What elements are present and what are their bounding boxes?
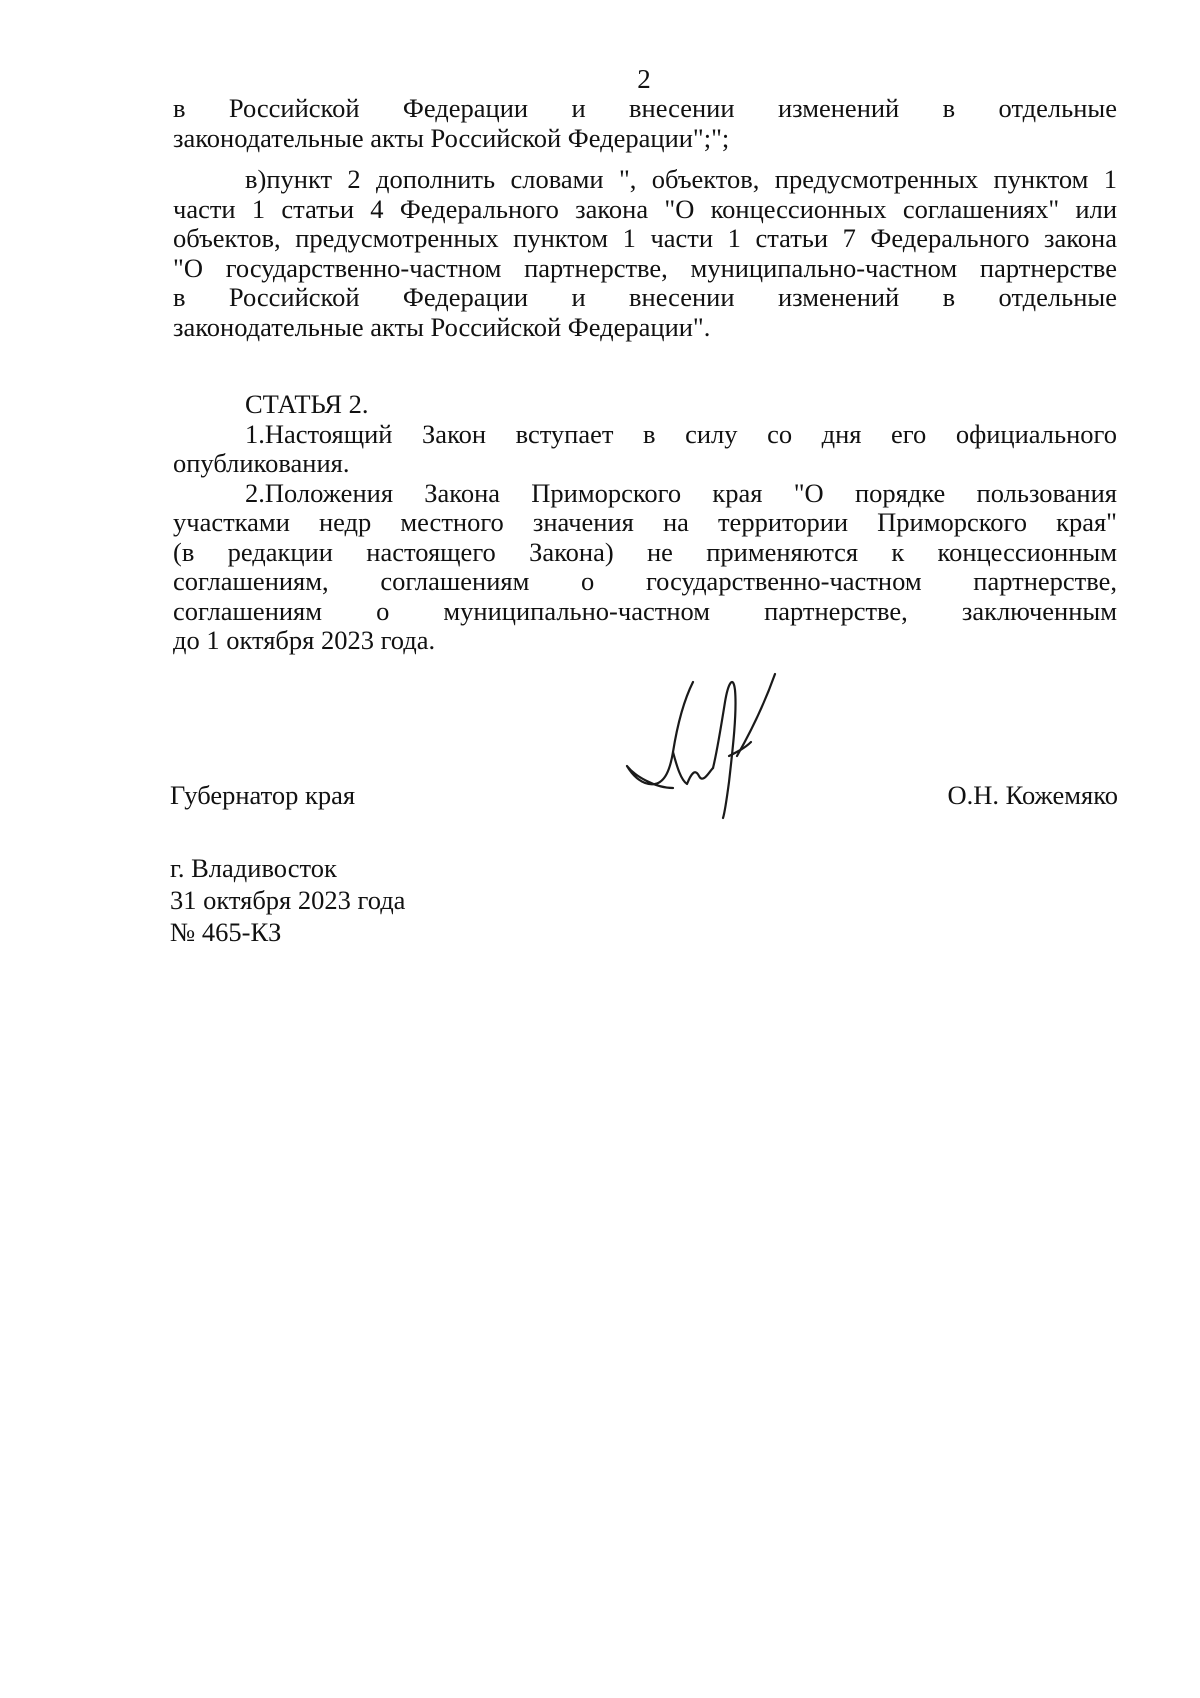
text-line: в)пункт 2 дополнить словами ", объектов, предусмотренных пунктом 1 (245, 164, 1117, 194)
text-line: части 1 статьи 4 Федерального закона "О концессионных соглашениях" или (173, 193, 1117, 224)
text-line: соглашениям, соглашениям о государственно-частном партнерстве, (173, 566, 1117, 596)
text-line: в Российской Федерации и внесении изменений в отдельные (173, 282, 1117, 312)
article-2 (173, 390, 1117, 656)
signatory-name: О.Н. Кожемяко (947, 780, 1118, 810)
item-v-paragraph (173, 165, 1117, 342)
text-line: участками недр местного значения на территории Приморского края" (173, 507, 1117, 537)
article-title: СТАТЬЯ 2. (245, 389, 369, 419)
text-line: до 1 октября 2023 года. (173, 625, 436, 655)
page-number: 2 (637, 64, 651, 94)
place-date-block (170, 852, 405, 948)
text-line: опубликования. (173, 448, 350, 478)
city: г. Владивосток (170, 853, 337, 883)
text-line: 1.Настоящий Закон вступает в силу со дня его официального (245, 418, 1117, 449)
text-line: объектов, предусмотренных пунктом 1 части 1 статьи 7 Федерального закона (173, 223, 1117, 253)
signatory-position: Губернатор края (170, 780, 356, 810)
continuation-text (173, 94, 1117, 153)
text-line: в Российской Федерации и внесении изменений в отдельные (173, 93, 1117, 123)
text-line: "О государственно-частном партнерстве, муниципально-частном партнерстве (173, 252, 1117, 283)
text-line: законодательные акты Российской Федерации". (173, 311, 711, 342)
handwritten-signature (625, 672, 825, 822)
date: 31 октября 2023 года (170, 885, 406, 915)
text-line: законодательные акты Российской Федерации";"; (173, 122, 730, 153)
text-line: соглашениям о муниципально-частном партнерстве, заключенным (173, 595, 1117, 626)
text-line: (в редакции настоящего Закона) не применяются к концессионным (173, 536, 1117, 567)
text-line: 2.Положения Закона Приморского края "О порядке пользования (245, 477, 1117, 508)
law-number: № 465-КЗ (170, 917, 282, 947)
